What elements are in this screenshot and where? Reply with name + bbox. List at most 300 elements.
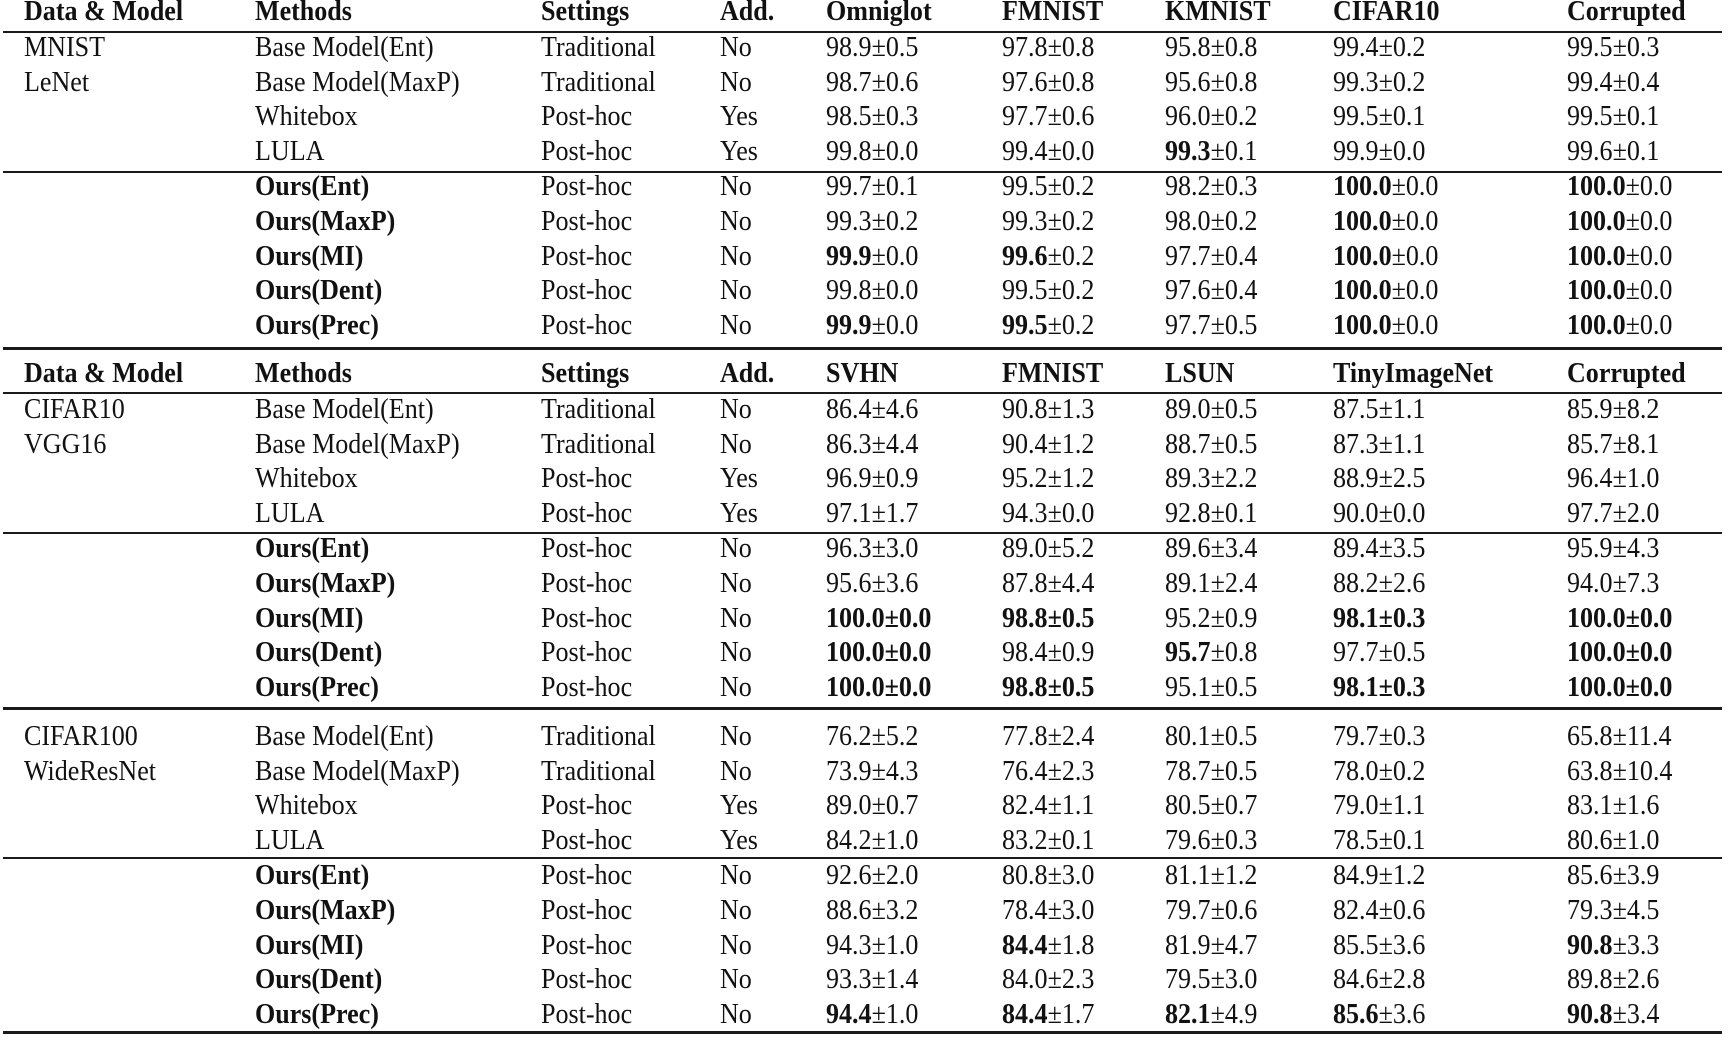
- plus-minus-symbol: ±: [871, 101, 886, 133]
- metric-mean: 79.7: [1333, 721, 1379, 752]
- plus-minus-symbol: ±: [871, 206, 886, 237]
- plus-minus-symbol: ±: [1210, 394, 1225, 425]
- metric-std: 0.1: [1061, 824, 1095, 856]
- metric-cell: [1165, 963, 1257, 997]
- plus-minus-symbol: ±: [1378, 964, 1393, 996]
- plus-minus-symbol: ±: [1047, 895, 1062, 926]
- plus-minus-symbol: ±: [1378, 463, 1393, 495]
- metric-mean: 97.7: [1165, 309, 1211, 341]
- metric-mean: 84.2: [826, 824, 872, 856]
- metric-mean: 99.5: [1567, 32, 1613, 63]
- metric-cell: [1002, 393, 1094, 427]
- metric-mean: 94.3: [1002, 497, 1048, 529]
- metric-mean: 86.4: [826, 394, 872, 425]
- metric-mean: 90.8: [1567, 998, 1613, 1030]
- metric-mean: 99.5: [1002, 171, 1048, 203]
- metric-cell: [1165, 671, 1257, 705]
- metric-mean: 76.2: [826, 721, 872, 752]
- metric-cell: [1165, 170, 1257, 204]
- plus-minus-symbol: ±: [1612, 463, 1627, 495]
- metric-std: 3.3: [1626, 929, 1660, 961]
- metric-mean: 98.7: [826, 66, 872, 98]
- metric-mean: 80.1: [1165, 721, 1211, 752]
- setting-value: Post-hoc: [541, 671, 633, 703]
- metric-cell: [1567, 963, 1659, 997]
- plus-minus-symbol: ±: [1210, 671, 1225, 703]
- plus-minus-symbol: ±: [1625, 637, 1640, 669]
- metric-std: 4.4: [885, 428, 919, 460]
- plus-minus-symbol: ±: [1047, 428, 1062, 460]
- metric-mean: 99.9: [1333, 135, 1379, 167]
- add-value: No: [720, 206, 752, 237]
- metric-cell: [1567, 240, 1672, 274]
- metric-cell: [1567, 31, 1659, 65]
- header-methods: Methods: [255, 0, 352, 27]
- plus-minus-symbol: ±: [1210, 240, 1225, 272]
- metric-std: 0.0: [1639, 602, 1673, 634]
- plus-minus-symbol: ±: [1612, 135, 1627, 167]
- metric-cell: [826, 428, 918, 462]
- metric-std: 1.0: [1626, 824, 1660, 856]
- plus-minus-symbol: ±: [1391, 240, 1406, 272]
- plus-minus-symbol: ±: [1378, 860, 1393, 892]
- metric-mean: 99.9: [826, 309, 872, 341]
- metric-cell: [1165, 602, 1257, 636]
- plus-minus-symbol: ±: [884, 671, 899, 703]
- header-dataset: KMNIST: [1165, 0, 1271, 27]
- metric-mean: 98.9: [826, 32, 872, 63]
- metric-mean: 97.7: [1333, 637, 1379, 669]
- metric-std: 1.0: [885, 998, 919, 1030]
- metric-cell: [1567, 789, 1659, 823]
- metric-cell: [1333, 274, 1438, 308]
- metric-mean: 83.2: [1002, 824, 1048, 856]
- metric-std: 0.6: [1392, 895, 1426, 926]
- setting-value: Post-hoc: [541, 895, 633, 926]
- plus-minus-symbol: ±: [1378, 755, 1393, 787]
- metric-mean: 98.0: [1165, 206, 1211, 237]
- metric-std: 2.0: [1626, 497, 1660, 529]
- metric-mean: 85.6: [1567, 860, 1613, 892]
- metric-std: 0.2: [1061, 309, 1095, 341]
- metric-std: 0.9: [1061, 637, 1095, 669]
- metric-std: 1.8: [1061, 929, 1095, 961]
- metric-cell: [1165, 31, 1257, 65]
- metric-std: 1.7: [885, 497, 919, 529]
- metric-std: 0.5: [1224, 755, 1258, 787]
- metric-std: 0.0: [898, 671, 932, 703]
- metric-std: 0.0: [1639, 171, 1673, 203]
- metric-std: 1.2: [1061, 428, 1095, 460]
- metric-mean: 88.6: [826, 895, 872, 926]
- metric-cell: [1002, 720, 1094, 754]
- metric-cell: [1002, 170, 1094, 204]
- metric-cell: [1567, 567, 1659, 601]
- metric-std: 0.3: [1392, 602, 1426, 634]
- metric-std: 0.0: [885, 240, 919, 272]
- method-name: LULA: [255, 135, 325, 167]
- metric-cell: [826, 309, 918, 343]
- metric-std: 0.1: [1626, 135, 1660, 167]
- metric-mean: 98.1: [1333, 671, 1379, 703]
- metric-mean: 97.6: [1165, 275, 1211, 307]
- metric-std: 0.2: [1224, 101, 1258, 133]
- metric-mean: 89.0: [1002, 533, 1048, 565]
- metric-cell: [1002, 894, 1094, 928]
- metric-mean: 80.8: [1002, 860, 1048, 892]
- metric-std: 1.3: [1061, 394, 1095, 425]
- metric-std: 0.3: [1626, 32, 1660, 63]
- metric-cell: [1567, 274, 1672, 308]
- plus-minus-symbol: ±: [1047, 240, 1062, 272]
- plus-minus-symbol: ±: [1612, 964, 1627, 996]
- metric-std: 1.1: [1392, 428, 1426, 460]
- metric-cell: [1165, 205, 1257, 239]
- plus-minus-symbol: ±: [1047, 309, 1062, 341]
- metric-cell: [1165, 532, 1257, 566]
- metric-mean: 84.0: [1002, 964, 1048, 996]
- metric-cell: [1333, 859, 1425, 893]
- model-label: LeNet: [24, 66, 90, 98]
- metric-cell: [1002, 998, 1094, 1032]
- plus-minus-symbol: ±: [1391, 309, 1406, 341]
- plus-minus-symbol: ±: [1625, 206, 1640, 237]
- metric-std: 1.0: [1626, 463, 1660, 495]
- header-dataset: SVHN: [826, 358, 899, 389]
- plus-minus-symbol: ±: [871, 860, 886, 892]
- metric-std: 3.0: [1224, 964, 1258, 996]
- metric-mean: 88.2: [1333, 568, 1379, 599]
- add-value: Yes: [720, 824, 758, 856]
- plus-minus-symbol: ±: [1210, 463, 1225, 495]
- metric-cell: [1567, 859, 1659, 893]
- metric-std: 0.0: [885, 275, 919, 307]
- plus-minus-symbol: ±: [1612, 895, 1627, 926]
- plus-minus-symbol: ±: [1210, 275, 1225, 307]
- plus-minus-symbol: ±: [1625, 171, 1640, 203]
- metric-std: 0.0: [1405, 309, 1439, 341]
- metric-mean: 97.7: [1002, 101, 1048, 133]
- setting-value: Post-hoc: [541, 463, 633, 495]
- plus-minus-symbol: ±: [1625, 240, 1640, 272]
- metric-cell: [1333, 428, 1425, 462]
- metric-std: 0.0: [898, 637, 932, 669]
- metric-mean: 99.3: [1333, 66, 1379, 98]
- setting-value: Traditional: [541, 721, 656, 752]
- metric-std: 1.2: [1392, 860, 1426, 892]
- metric-mean: 100.0: [1567, 275, 1626, 307]
- metric-cell: [1002, 567, 1094, 601]
- metric-cell: [1567, 602, 1672, 636]
- metric-std: 0.8: [1224, 32, 1258, 63]
- add-value: Yes: [720, 497, 758, 529]
- metric-std: 2.0: [885, 860, 919, 892]
- metric-cell: [826, 859, 918, 893]
- metric-mean: 86.3: [826, 428, 872, 460]
- metric-std: 3.0: [1061, 860, 1095, 892]
- metric-std: 0.1: [1626, 101, 1660, 133]
- metric-std: 0.2: [1061, 240, 1095, 272]
- metric-std: 0.0: [1405, 206, 1439, 237]
- metric-cell: [1567, 428, 1659, 462]
- metric-cell: [1333, 671, 1425, 705]
- metric-mean: 99.4: [1333, 32, 1379, 63]
- add-value: No: [720, 533, 752, 565]
- add-value: No: [720, 755, 752, 787]
- metric-cell: [826, 497, 918, 531]
- metric-std: 4.5: [1626, 895, 1660, 926]
- method-name: Ours(Dent): [255, 275, 383, 307]
- metric-mean: 96.9: [826, 463, 872, 495]
- plus-minus-symbol: ±: [871, 929, 886, 961]
- plus-minus-symbol: ±: [1378, 428, 1393, 460]
- metric-cell: [1333, 929, 1425, 963]
- setting-value: Traditional: [541, 66, 656, 98]
- metric-std: 4.7: [1224, 929, 1258, 961]
- add-value: No: [720, 895, 752, 926]
- metric-cell: [1333, 963, 1425, 997]
- metric-std: 0.3: [1224, 171, 1258, 203]
- plus-minus-symbol: ±: [1047, 101, 1062, 133]
- metric-mean: 85.7: [1567, 428, 1613, 460]
- metric-cell: [1165, 462, 1257, 496]
- add-value: No: [720, 275, 752, 307]
- metric-mean: 84.9: [1333, 860, 1379, 892]
- metric-mean: 100.0: [826, 671, 885, 703]
- metric-mean: 98.1: [1333, 602, 1379, 634]
- plus-minus-symbol: ±: [1210, 66, 1225, 98]
- metric-std: 3.4: [1224, 533, 1258, 565]
- plus-minus-symbol: ±: [1047, 998, 1062, 1030]
- plus-minus-symbol: ±: [1047, 206, 1062, 237]
- setting-value: Post-hoc: [541, 275, 633, 307]
- metric-cell: [1567, 636, 1672, 670]
- metric-cell: [1567, 720, 1671, 754]
- metric-std: 0.1: [1392, 824, 1426, 856]
- metric-mean: 97.7: [1165, 240, 1211, 272]
- metric-mean: 88.7: [1165, 428, 1211, 460]
- plus-minus-symbol: ±: [1210, 790, 1225, 822]
- metric-mean: 84.4: [1002, 998, 1048, 1030]
- metric-std: 2.8: [1392, 964, 1426, 996]
- plus-minus-symbol: ±: [1625, 309, 1640, 341]
- metric-std: 1.0: [885, 824, 919, 856]
- metric-mean: 100.0: [826, 637, 885, 669]
- metric-mean: 89.6: [1165, 533, 1211, 565]
- metric-cell: [826, 170, 918, 204]
- setting-value: Post-hoc: [541, 206, 633, 237]
- metric-cell: [1333, 393, 1425, 427]
- metric-std: 0.0: [1061, 497, 1095, 529]
- plus-minus-symbol: ±: [871, 964, 886, 996]
- metric-cell: [1567, 66, 1659, 100]
- header-dataset: CIFAR10: [1333, 0, 1440, 27]
- metric-cell: [1002, 755, 1094, 789]
- metric-cell: [1165, 240, 1257, 274]
- plus-minus-symbol: ±: [1378, 602, 1393, 634]
- metric-std: 0.0: [1639, 309, 1673, 341]
- metric-cell: [1567, 671, 1672, 705]
- setting-value: Post-hoc: [541, 824, 633, 856]
- metric-mean: 99.4: [1567, 66, 1613, 98]
- metric-cell: [1333, 602, 1425, 636]
- metric-std: 4.9: [1224, 998, 1258, 1030]
- metric-mean: 100.0: [1567, 171, 1626, 203]
- plus-minus-symbol: ±: [1612, 860, 1627, 892]
- metric-std: 0.5: [1061, 602, 1095, 634]
- plus-minus-symbol: ±: [1378, 790, 1393, 822]
- metric-std: 2.3: [1061, 964, 1095, 996]
- metric-cell: [1333, 309, 1438, 343]
- metric-cell: [1333, 100, 1425, 134]
- metric-std: 0.6: [1224, 895, 1258, 926]
- plus-minus-symbol: ±: [1047, 32, 1062, 63]
- metric-std: 0.4: [1224, 240, 1258, 272]
- method-name: LULA: [255, 497, 325, 529]
- setting-value: Post-hoc: [541, 998, 633, 1030]
- metric-mean: 80.6: [1567, 824, 1613, 856]
- metric-cell: [1165, 66, 1257, 100]
- metric-std: 0.6: [885, 66, 919, 98]
- metric-cell: [826, 205, 918, 239]
- metric-cell: [1165, 929, 1257, 963]
- metric-cell: [1002, 636, 1094, 670]
- metric-mean: 79.0: [1333, 790, 1379, 822]
- setting-value: Post-hoc: [541, 240, 633, 272]
- metric-cell: [1333, 789, 1425, 823]
- metric-cell: [826, 393, 918, 427]
- metric-cell: [1002, 602, 1094, 636]
- plus-minus-symbol: ±: [1047, 929, 1062, 961]
- plus-minus-symbol: ±: [1378, 929, 1393, 961]
- plus-minus-symbol: ±: [1378, 101, 1393, 133]
- metric-cell: [1002, 462, 1094, 496]
- plus-minus-symbol: ±: [1612, 428, 1627, 460]
- plus-minus-symbol: ±: [871, 66, 886, 98]
- metric-std: 1.2: [1224, 860, 1258, 892]
- plus-minus-symbol: ±: [1047, 463, 1062, 495]
- metric-cell: [1333, 135, 1425, 169]
- metric-mean: 99.6: [1567, 135, 1613, 167]
- metric-cell: [1333, 567, 1425, 601]
- metric-mean: 82.4: [1333, 895, 1379, 926]
- add-value: No: [720, 964, 752, 996]
- metric-cell: [1567, 309, 1672, 343]
- method-name: Ours(Ent): [255, 533, 370, 565]
- metric-std: 0.1: [1224, 135, 1258, 167]
- metric-std: 1.0: [885, 929, 919, 961]
- metric-std: 0.0: [1392, 135, 1426, 167]
- method-name: Base Model(MaxP): [255, 428, 460, 460]
- plus-minus-symbol: ±: [1047, 568, 1062, 599]
- metric-cell: [1165, 274, 1257, 308]
- setting-value: Post-hoc: [541, 964, 633, 996]
- metric-std: 0.4: [1224, 275, 1258, 307]
- plus-minus-symbol: ±: [1047, 394, 1062, 425]
- add-value: No: [720, 32, 752, 63]
- metric-std: 2.2: [1224, 463, 1258, 495]
- plus-minus-symbol: ±: [1210, 929, 1225, 961]
- metric-cell: [1002, 929, 1094, 963]
- metric-cell: [1333, 205, 1438, 239]
- add-value: No: [720, 671, 752, 703]
- plus-minus-symbol: ±: [871, 463, 886, 495]
- setting-value: Post-hoc: [541, 171, 633, 203]
- plus-minus-symbol: ±: [1612, 998, 1627, 1030]
- metric-cell: [1002, 31, 1094, 65]
- plus-minus-symbol: ±: [1210, 998, 1225, 1030]
- plus-minus-symbol: ±: [1391, 171, 1406, 203]
- plus-minus-symbol: ±: [1047, 275, 1062, 307]
- plus-minus-symbol: ±: [1612, 533, 1627, 565]
- plus-minus-symbol: ±: [871, 135, 886, 167]
- metric-mean: 85.6: [1333, 998, 1379, 1030]
- metric-cell: [1333, 755, 1425, 789]
- metric-std: 0.0: [1639, 206, 1673, 237]
- plus-minus-symbol: ±: [871, 895, 886, 926]
- metric-cell: [826, 789, 918, 823]
- metric-mean: 63.8: [1567, 755, 1613, 787]
- metric-cell: [1002, 671, 1094, 705]
- setting-value: Post-hoc: [541, 101, 633, 133]
- metric-std: 0.2: [1392, 755, 1426, 787]
- metric-std: 7.3: [1626, 568, 1660, 599]
- plus-minus-symbol: ±: [1378, 32, 1393, 63]
- add-value: Yes: [720, 463, 758, 495]
- metric-mean: 76.4: [1002, 755, 1048, 787]
- metric-cell: [1333, 240, 1438, 274]
- metric-std: 0.8: [1061, 32, 1095, 63]
- metric-mean: 80.5: [1165, 790, 1211, 822]
- method-name: Base Model(Ent): [255, 32, 434, 63]
- metric-mean: 99.8: [826, 135, 872, 167]
- plus-minus-symbol: ±: [871, 171, 886, 203]
- method-name: Base Model(MaxP): [255, 66, 460, 98]
- plus-minus-symbol: ±: [1378, 135, 1393, 167]
- dataset-label: CIFAR10: [24, 394, 125, 425]
- plus-minus-symbol: ±: [871, 568, 886, 599]
- metric-std: 0.5: [1392, 637, 1426, 669]
- metric-cell: [826, 462, 918, 496]
- metric-cell: [1333, 894, 1425, 928]
- metric-cell: [1165, 567, 1257, 601]
- metric-cell: [1002, 205, 1094, 239]
- plus-minus-symbol: ±: [871, 998, 886, 1030]
- metric-mean: 79.3: [1567, 895, 1613, 926]
- metric-cell: [1165, 755, 1257, 789]
- metric-std: 0.7: [1224, 790, 1258, 822]
- plus-minus-symbol: ±: [871, 497, 886, 529]
- method-name: Ours(Ent): [255, 171, 370, 203]
- plus-minus-symbol: ±: [871, 721, 886, 752]
- plus-minus-symbol: ±: [1210, 32, 1225, 63]
- header-add: Add.: [720, 0, 775, 27]
- plus-minus-symbol: ±: [871, 755, 886, 787]
- metric-mean: 100.0: [1333, 240, 1392, 272]
- plus-minus-symbol: ±: [1378, 394, 1393, 425]
- plus-minus-symbol: ±: [1047, 964, 1062, 996]
- header-methods: Methods: [255, 358, 352, 389]
- metric-cell: [1567, 170, 1672, 204]
- plus-minus-symbol: ±: [1210, 206, 1225, 237]
- metric-mean: 82.4: [1002, 790, 1048, 822]
- metric-mean: 97.8: [1002, 32, 1048, 63]
- metric-std: 5.2: [1061, 533, 1095, 565]
- add-value: No: [720, 394, 752, 425]
- metric-mean: 92.6: [826, 860, 872, 892]
- metric-mean: 81.9: [1165, 929, 1211, 961]
- metric-mean: 97.6: [1002, 66, 1048, 98]
